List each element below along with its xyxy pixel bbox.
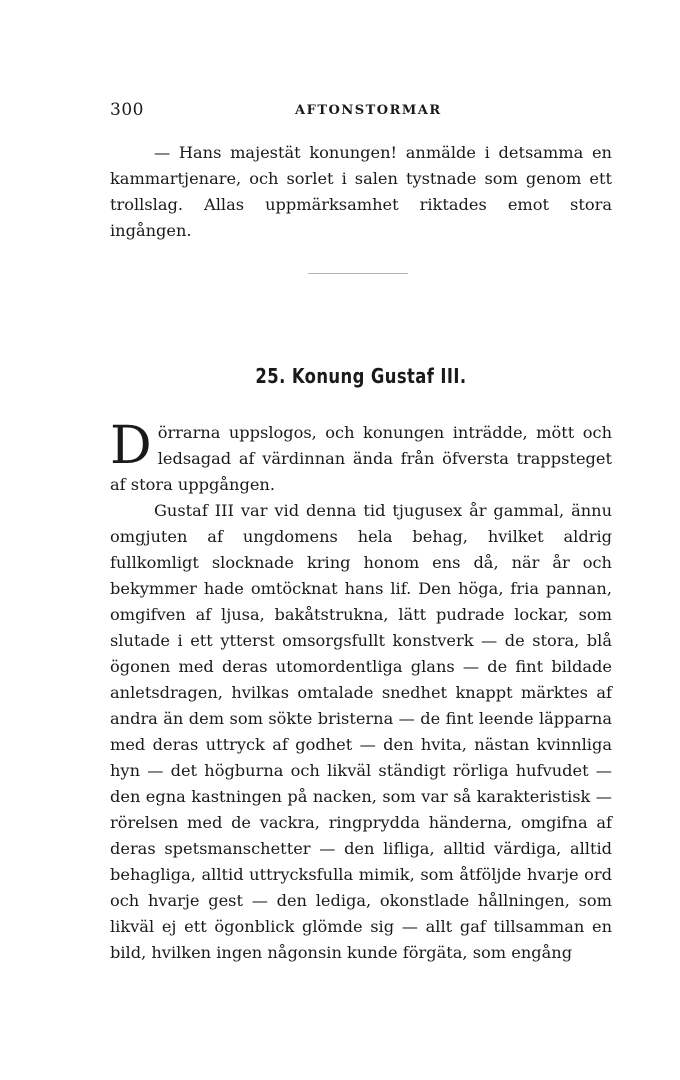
- chapter-body: [110, 416, 612, 966]
- page-header: [110, 100, 612, 122]
- running-title: AFTONSTORMAR: [295, 103, 442, 118]
- second-paragraph: Gustaf III var vid denna tid tjugusex år gammal, ännu omgjuten af ungdomens hela behag, hvilket aldrig fullkomligt slocknade kring honom ens då, när år och bekymmer hade omtöcknat hans lif. Den höga, fria pannan, omgifven af ljusa, bakåtstrukna, lätt pudrade lockar, som slutade i ett ytterst omsorgsfullt konstverk — de stora, blå ögonen med deras utomordentliga glans — de fint bildade anletsdragen, hvilkas omtalade snedhet knappt märktes af andra än dem som sökte bristerna — de fint leende läpparna med deras uttryck af godhet — den hvita, nästan kvinnliga hyn — det högburna och likväl ständigt rörliga hufvudet — den egna kastningen på nacken, som var så karakteristisk — rörelsen med de vackra, ringprydda händerna, omgifna af deras spetsmanschetter — den lifliga, alltid värdiga, alltid behagliga, alltid uttrycksfulla mimik, som åtföljde hvarje ord och hvarje gest — den lediga, okonstlade hållningen, som likväl ej ett ögonblick glömde sig — allt gaf tillsamman en bild, hvilken ingen någonsin kunde förgäta, som engång: [110, 501, 612, 962]
- drop-cap: D: [110, 416, 152, 476]
- first-paragraph: [110, 416, 612, 498]
- intro-paragraph: — Hans majestät konungen! anmälde i detsamma en kammartjenare, och sorlet i salen tystnade som genom ett trollslag. Allas uppmärksamhet riktades emot stora ingången.: [110, 143, 612, 240]
- chapter-heading: 25. Konung Gustaf III.: [255, 364, 467, 388]
- first-paragraph-text: örrarna uppslogos, och konungen inträdde, mött och ledsagad af värdinnan ända från öfversta trappsteget af stora uppgången.: [110, 423, 612, 494]
- section-separator: [308, 273, 408, 274]
- intro-paragraph-block: [110, 140, 612, 244]
- page-number: 300: [110, 100, 144, 120]
